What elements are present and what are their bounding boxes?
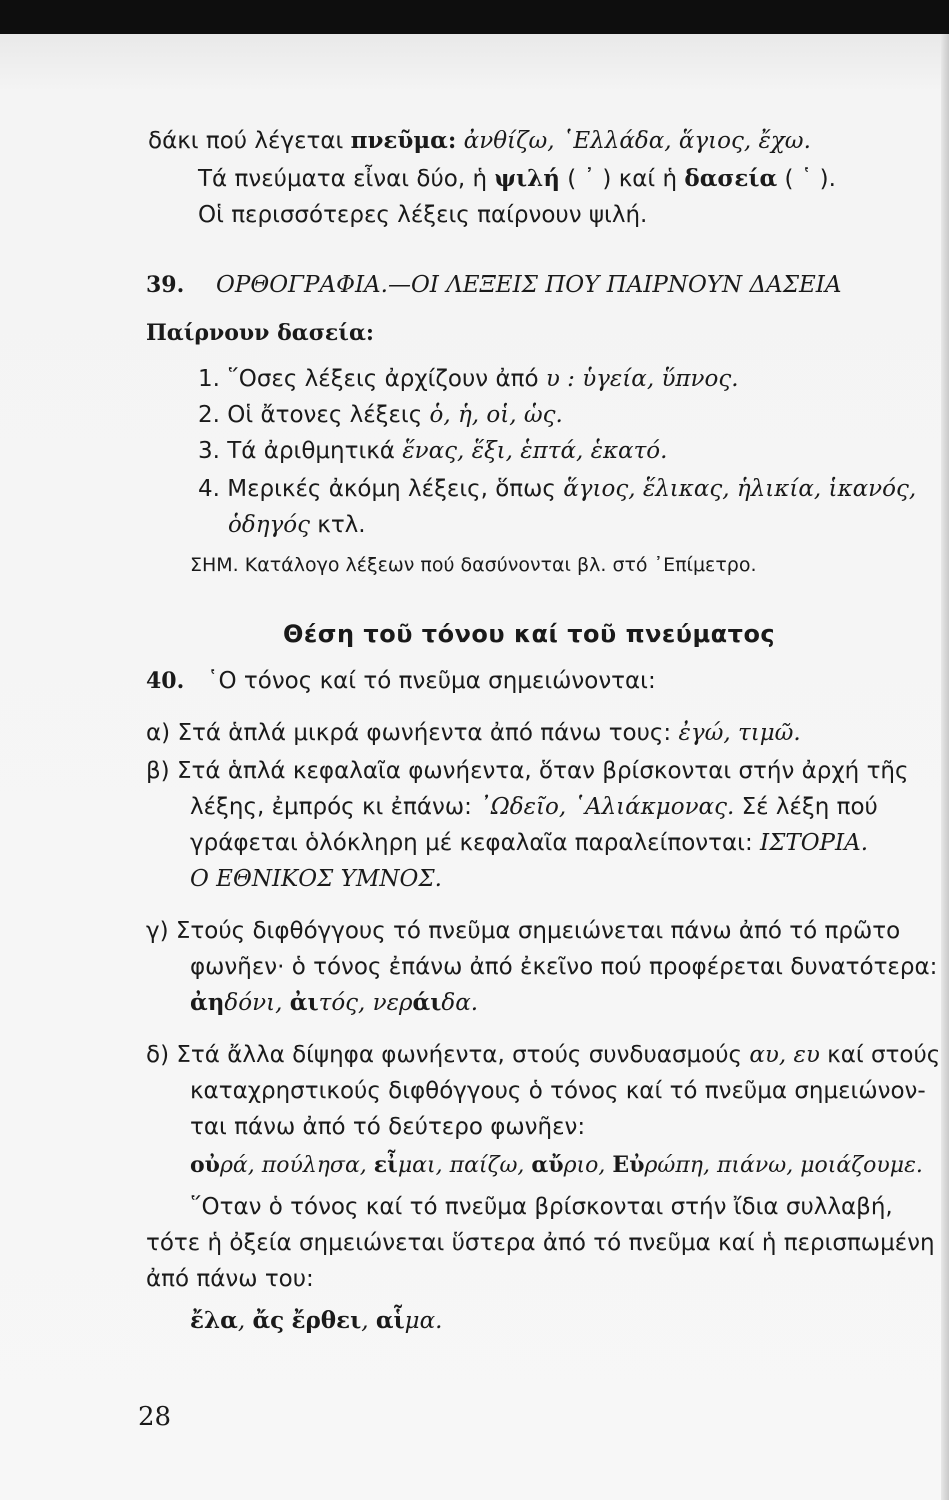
- list-item-examples: ἕνας, ἕξι, ἑπτά, ἑκατό.: [402, 438, 668, 464]
- list-item-text: 4. Μερικές ἀκόμη λέξεις, ὅπως: [198, 476, 564, 502]
- rule-d-line-1: [146, 1040, 940, 1070]
- intro-text: ( ᾿ ) καί ἡ: [560, 166, 685, 192]
- example-part: μα.: [404, 1308, 443, 1334]
- example-part: ριο,: [563, 1153, 613, 1178]
- rule-g-examples: [190, 988, 478, 1018]
- rule-d-line-3: ται πάνω ἀπό τό δεύτερο φωνῆεν:: [190, 1114, 586, 1140]
- page-number: 28: [138, 1402, 172, 1432]
- term-pneuma: πνεῦμα:: [350, 127, 457, 154]
- rule-d-examples: [190, 1150, 923, 1181]
- example-bold-part: οὐ: [190, 1152, 220, 1178]
- example-bold-part: εἶ: [373, 1152, 398, 1178]
- example-bold-part: αὔ: [531, 1152, 564, 1178]
- rule-text: λέξης, ἐμπρός κι ἐπάνω:: [190, 794, 480, 820]
- rule-examples: αυ, ευ: [749, 1042, 820, 1068]
- list-item-continuation: [228, 510, 366, 540]
- example-part: ζω,: [487, 1153, 532, 1178]
- example-bold-part: ἀι: [289, 989, 319, 1016]
- example-part: παί: [449, 1153, 488, 1178]
- section-heading: Θέση τοῦ τόνου καί τοῦ πνεύματος: [283, 620, 776, 648]
- list-item-text: κτλ.: [309, 512, 366, 538]
- list-item-examples: ὁ, ἡ, οἱ, ὡς.: [429, 402, 563, 428]
- intro-text: Τά πνεύματα εἶναι δύο, ἡ: [198, 166, 495, 192]
- rule-text: γράφεται ὁλόκληρη μέ κεφαλαῖα παραλείπονται:: [190, 830, 761, 856]
- rule-g-line-1: γ) Στούς διφθόγγους τό πνεῦμα σημειώνεται πάνω ἀπό τό πρῶτο: [146, 918, 901, 944]
- rule-b-line-3: [190, 828, 868, 858]
- example-part: πού: [261, 1153, 303, 1178]
- example-part: τός, νερ: [318, 990, 413, 1016]
- example-bold-part: ἀη: [190, 989, 225, 1016]
- rule-examples: ἐγώ, τιμῶ.: [678, 720, 801, 746]
- example-part: μοιά: [800, 1153, 852, 1178]
- term-psili: ψιλή: [494, 165, 560, 192]
- list-item-examples: υ : ὑγεία, ὕπνος.: [545, 366, 739, 392]
- example-bold-part: Εὐ: [612, 1152, 645, 1178]
- example-part: ζουμε.: [851, 1153, 923, 1178]
- section-39-subtitle: Παίρνουν δασεία:: [146, 320, 375, 346]
- intro-line-3: Οἱ περισσότερες λέξεις παίρνουν ψιλή.: [198, 202, 648, 228]
- intro-text: δάκι πού λέγεται: [148, 128, 351, 154]
- list-item-text: 3. Τά ἀριθμητικά: [198, 438, 403, 464]
- rule-b-line-1: β) Στά ἁπλά κεφαλαῖα φωνήεντα, ὅταν βρίσκονται στήν ἀρχή τῆς: [146, 758, 909, 784]
- example-part: λησα,: [302, 1153, 374, 1178]
- paragraph-examples: [190, 1306, 442, 1336]
- example-part: δα.: [441, 990, 479, 1016]
- rule-text: καί στούς: [819, 1042, 941, 1068]
- example-part: ,: [237, 1308, 253, 1334]
- term-daseia: δασεία: [684, 165, 778, 192]
- page-edge: [941, 34, 949, 1500]
- book-page: [0, 34, 941, 1500]
- example-bold-part: ἔρθει: [291, 1307, 362, 1334]
- example-bold-part: ἄς: [252, 1307, 285, 1334]
- rule-text: Σέ λέξη πού: [734, 794, 878, 820]
- section-39-number: 39.: [146, 272, 185, 298]
- list-item: [198, 364, 739, 394]
- paragraph-line-3: ἀπό πάνω του:: [146, 1266, 314, 1292]
- rule-text: δ) Στά ἄλλα δίψηφα φωνήεντα, στούς συνδυασμούς: [146, 1042, 750, 1068]
- example-part: μαι,: [397, 1153, 450, 1178]
- list-item: [198, 474, 916, 504]
- rule-examples: ΙΣΤΟΡΙΑ.: [760, 830, 869, 856]
- rule-text: α) Στά ἁπλά μικρά φωνήεντα ἀπό πάνω τους:: [146, 720, 679, 746]
- section-40-intro: ῾Ο τόνος καί τό πνεῦμα σημειώνονται:: [207, 668, 656, 694]
- list-item-text: 1. ῞Οσες λέξεις ἀρχίζουν ἀπό: [198, 366, 546, 392]
- paragraph-line-2: τότε ἡ ὀξεία σημειώνεται ὕστερα ἀπό τό πνεῦμα καί ἡ περισπωμένη: [146, 1230, 935, 1256]
- section-39-title: ΟΡΘΟΓΡΑΦΙΑ.—ΟΙ ΛΕΞΕΙΣ ΠΟΥ ΠΑΙΡΝΟΥΝ ΔΑΣΕΙΑ: [216, 272, 842, 298]
- example-bold-part: άι: [412, 989, 442, 1016]
- intro-examples: ἀνθίζω, ῾Ελλάδα, ἅγιος, ἔχω.: [456, 128, 811, 154]
- paragraph-line-1: ῞Οταν ὁ τόνος καί τό πνεῦμα βρίσκονται στήν ἴδια συλλαβή,: [190, 1194, 893, 1220]
- list-item: [198, 400, 563, 430]
- example-part: δόνι,: [224, 990, 290, 1016]
- rule-examples: ᾿Ωδεῖο, ῾Αλιάκμονας.: [479, 794, 735, 820]
- rule-d-line-2: καταχρηστικούς διφθόγγους ὁ τόνος καί τό πνεῦμα σημειώνον-: [190, 1078, 926, 1104]
- list-item-examples: ἅγιος, ἕλικας, ἡλικία, ἱκανός,: [563, 476, 917, 502]
- rule-b-line-4: Ο ΕΘΝΙΚΟΣ ΥΜΝΟΣ.: [190, 866, 442, 892]
- list-item-text: 2. Οἱ ἄτονες λέξεις: [198, 402, 430, 428]
- rule-a: [146, 718, 801, 748]
- list-item: [198, 436, 667, 466]
- rule-b-line-2: [190, 792, 878, 822]
- intro-line-1: [148, 126, 811, 156]
- section-39-note: ΣΗΜ. Κατάλογο λέξεων πού δασύνονται βλ. στό ᾿Επίμετρο.: [190, 554, 757, 576]
- example-bold-part: αἷ: [375, 1307, 405, 1334]
- example-part: ρά,: [219, 1153, 262, 1178]
- example-bold-part: ἔλα: [190, 1307, 238, 1334]
- example-part: ,: [361, 1308, 376, 1334]
- list-item-examples: ὁδηγός: [228, 512, 310, 538]
- intro-line-2: [198, 164, 836, 194]
- example-part: πιάνω,: [716, 1153, 801, 1178]
- section-40-number: 40.: [146, 668, 185, 694]
- example-part: ρώπη,: [644, 1153, 717, 1178]
- scan-top-border: [0, 0, 949, 34]
- intro-text: ( ῾ ).: [777, 166, 836, 192]
- rule-g-line-2: φωνῆεν· ὁ τόνος ἐπάνω ἀπό ἐκεῖνο πού προφέρεται δυνατότερα:: [190, 954, 938, 980]
